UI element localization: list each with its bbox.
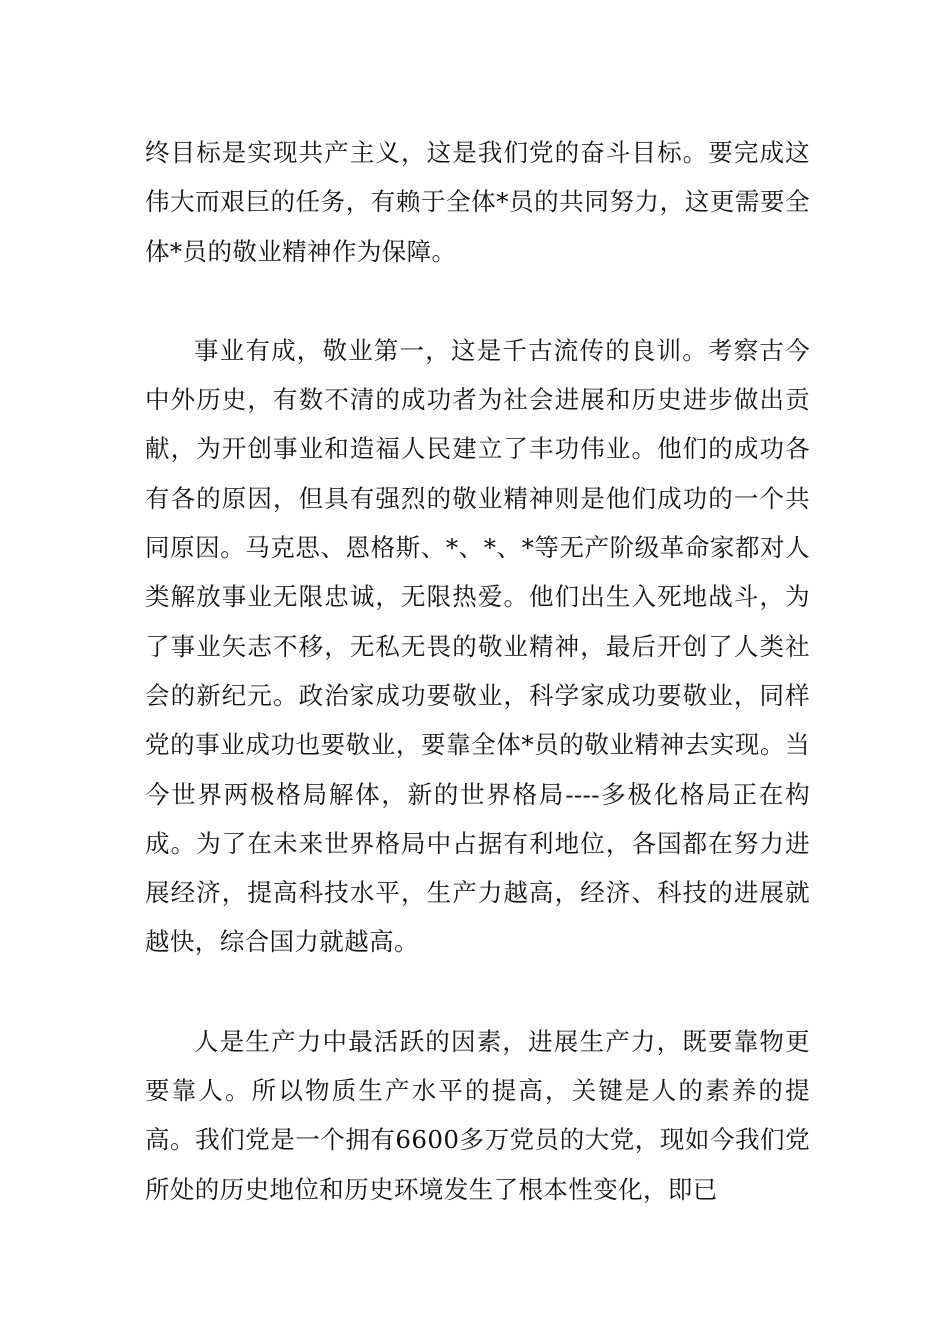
- paragraph-dedication: 事业有成，敬业第一，这是千古流传的良训。考察古今中外历史，有数不清的成功者为社会进展和历史进步做出贡献，为开创事业和造福人民建立了丰功伟业。他们的成功各有各的原因，但具有强烈的敬业精神则是他们成功的一个共同原因。马克思、恩格斯、*、*、*等无产阶级革命家都对人类解放事业无限忠诚，无限热爱。他们出生入死地战斗，为了事业矢志不移，无私无畏的敬业精神，最后开创了人类社会的新纪元。政治家成功要敬业，科学家成功要敬业，同样党的事业成功也要敬业，要靠全体*员的敬业精神去实现。当今世界两极格局解体，新的世界格局----多极化格局正在构成。为了在未来世界格局中占据有利地位，各国都在努力进展经济，提高科技水平，生产力越高，经济、科技的进展就越快，综合国力就越高。: [145, 335, 810, 957]
- paragraph-continuation: 终目标是实现共产主义，这是我们党的奋斗目标。要完成这伟大而艰巨的任务，有赖于全体*员的共同努力，这更需要全体*员的敬业精神作为保障。: [145, 138, 810, 266]
- paragraph-spacer: [145, 967, 810, 1017]
- paragraph-productivity: 人是生产力中最活跃的因素，进展生产力，既要靠物更要靠人。所以物质生产水平的提高，关键是人的素养的提高。我们党是一个拥有6600多万党员的大党，现如今我们党所处的历史地位和历史环境发生了根本性变化，即已: [145, 1026, 810, 1204]
- paragraph-spacer: [145, 276, 810, 326]
- document-body: [145, 128, 810, 1214]
